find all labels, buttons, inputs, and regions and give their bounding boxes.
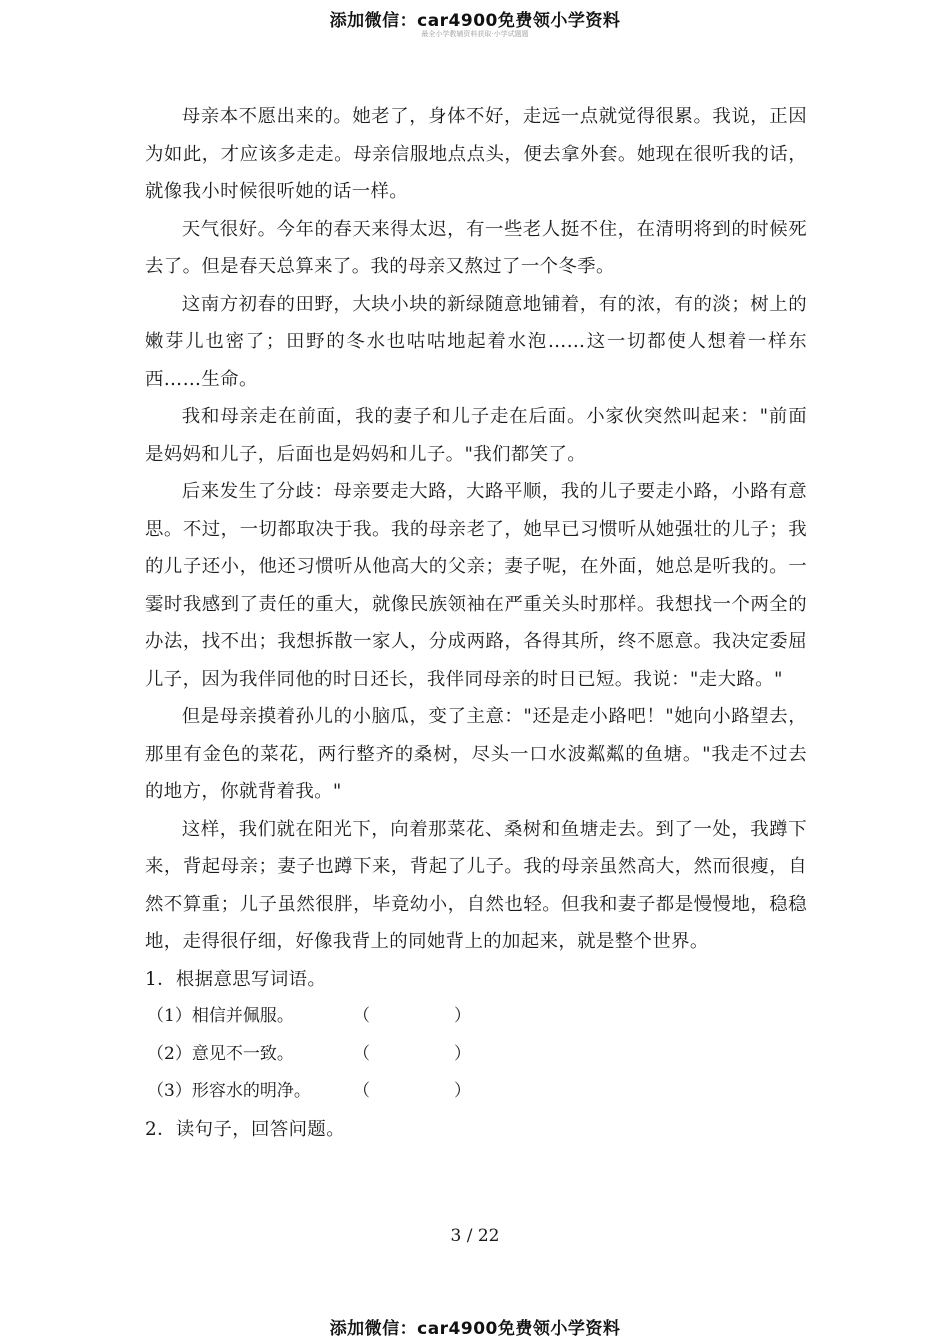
paragraph-2: 天气很好。今年的春天来得太迟，有一些老人挺不住，在清明将到的时候死去了。但是春天总算来了。我的母亲又熬过了一个冬季。 xyxy=(145,218,807,277)
header-subnote: 最全小学教辅资料获取·小学试题题 xyxy=(421,30,529,38)
question-1-title: 1．根据意思写词语。 xyxy=(145,968,327,990)
paragraph-6: 但是母亲摸着孙儿的小脑瓜，变了主意："还是走小路吧！"她向小路望去，那里有金色的菜花，两行整齐的桑树，尽头一口水波粼粼的鱼塘。"我走不过去的地方，你就背着我。" xyxy=(145,706,807,802)
document-body xyxy=(145,98,807,1148)
question-1-item: （2）意见不一致。 （ ） xyxy=(145,1036,807,1074)
item-label: （2）意见不一致。 xyxy=(147,1043,294,1064)
page-number: 3 / 22 xyxy=(450,1226,500,1246)
paragraph-1: 母亲本不愿出来的。她老了，身体不好，走远一点就觉得很累。我说，正因为如此，才应该多走走。母亲信服地点点头，便去拿外套。她现在很听我的话，就像我小时候很听她的话一样。 xyxy=(145,106,807,202)
top-banner: 添加微信：car4900免费领小学资料 xyxy=(329,11,621,31)
question-1-item: （3）形容水的明净。 （ ） xyxy=(145,1073,807,1111)
paragraph-3: 这南方初春的田野，大块小块的新绿随意地铺着，有的浓，有的淡；树上的嫩芽儿也密了；田野的冬水也咕咕地起着水泡……这一切都使人想着一样东西……生命。 xyxy=(145,293,807,390)
question-2-title: 2．读句子，回答问题。 xyxy=(145,1118,346,1140)
paragraph-5: 后来发生了分歧：母亲要走大路，大路平顺，我的儿子要走小路，小路有意思。不过，一切都取决于我。我的母亲老了，她早已习惯听从她强壮的儿子；我的儿子还小，他还习惯听从他高大的父亲；妻子呢，在外面，她总是听我的。一霎时我感到了责任的重大，就像民族领袖在严重关头时那样。我想找一个两全的办法，找不出；我想拆散一家人，分成两路，各得其所，终不愿意。我决定委屈儿子，因为我伴同他的时日还长，我伴同母亲的时日已短。我说："走大路。" xyxy=(145,481,807,690)
item-label: （3）形容水的明净。 xyxy=(147,1081,311,1101)
paragraph-4: 我和母亲走在前面，我的妻子和儿子走在后面。小家伙突然叫起来："前面是妈妈和儿子，后面也是妈妈和儿子。"我们都笑了。 xyxy=(145,406,807,465)
bottom-banner: 添加微信：car4900免费领小学资料 xyxy=(329,1319,621,1339)
question-1-item: （1）相信并佩服。 （ ） xyxy=(145,998,807,1036)
item-label: （1）相信并佩服。 xyxy=(147,1006,294,1026)
paragraph-7: 这样，我们就在阳光下，向着那菜花、桑树和鱼塘走去。到了一处，我蹲下来，背起母亲；妻子也蹲下来，背起了儿子。我的母亲虽然高大，然而很瘦，自然不算重；儿子虽然很胖，毕竟幼小，自然也轻。但我和妻子都是慢慢地，稳稳地，走得很仔细，好像我背上的同她背上的加起来，就是整个世界。 xyxy=(145,818,807,952)
